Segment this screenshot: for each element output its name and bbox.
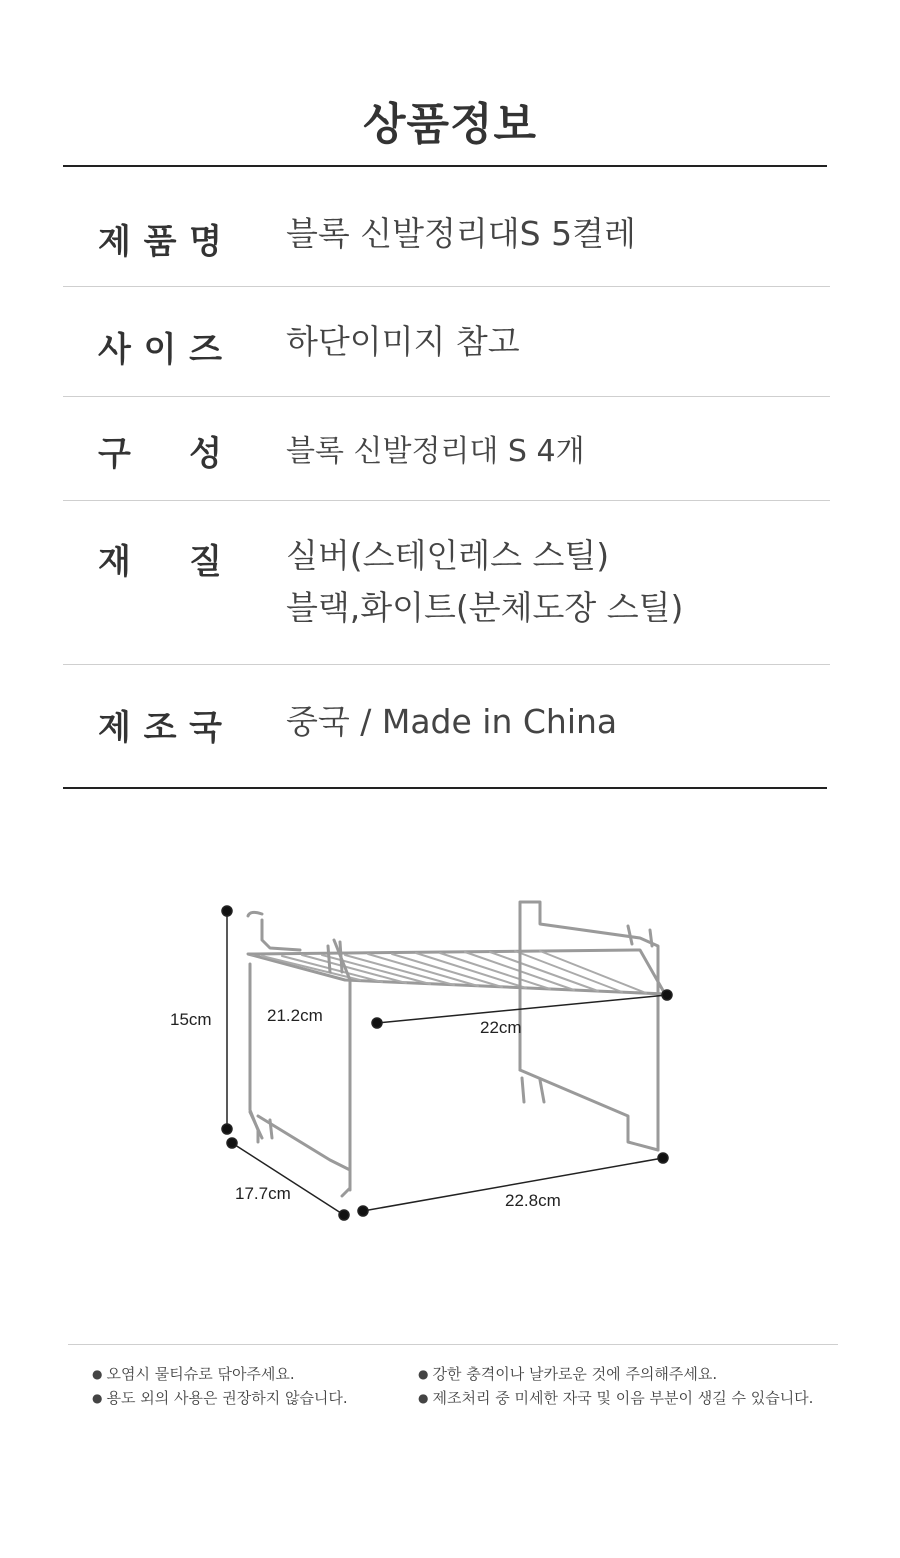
row-divider bbox=[63, 396, 830, 397]
row-divider bbox=[63, 500, 830, 501]
row-label bbox=[98, 534, 222, 583]
table-top-border bbox=[63, 165, 827, 167]
label-char: 질 bbox=[189, 542, 222, 582]
row-divider bbox=[63, 664, 830, 665]
label-char: 제 bbox=[98, 222, 131, 262]
note-text: 제조처리 중 미세한 자국 및 이음 부분이 생길 수 있습니다. bbox=[432, 1389, 814, 1407]
care-note bbox=[92, 1364, 295, 1385]
label-char: 사 bbox=[98, 330, 131, 370]
label-char: 즈 bbox=[189, 330, 222, 370]
bullet-icon: ● bbox=[418, 1391, 429, 1405]
top-depth-dimension-label: 21.2cm bbox=[267, 1006, 323, 1025]
note-text: 오염시 물티슈로 닦아주세요. bbox=[106, 1365, 295, 1383]
row-label bbox=[98, 426, 222, 475]
label-char: 명 bbox=[189, 222, 222, 262]
height-dimension-label: 15cm bbox=[170, 1010, 212, 1029]
care-note bbox=[418, 1364, 717, 1385]
row-value: 블랙,화이트(분체도장 스틸) bbox=[286, 588, 684, 627]
label-char: 조 bbox=[143, 708, 177, 748]
label-char: 이 bbox=[143, 330, 177, 370]
row-label bbox=[98, 700, 222, 749]
bottom-depth-dimension-label: 17.7cm bbox=[235, 1184, 291, 1203]
label-char: 재 bbox=[98, 542, 131, 582]
row-divider bbox=[63, 286, 830, 287]
label-char: 국 bbox=[189, 708, 222, 748]
bottom-width-dimension-label: 22.8cm bbox=[505, 1191, 561, 1210]
row-value: 블록 신발정리대S 5켤레 bbox=[286, 214, 636, 253]
label-char: 품 bbox=[143, 222, 177, 262]
care-note bbox=[92, 1388, 348, 1409]
label-char: 성 bbox=[189, 434, 222, 474]
row-label bbox=[98, 322, 222, 371]
bottom-depth-dimension-line bbox=[232, 1143, 344, 1215]
table-bottom-border bbox=[63, 787, 827, 789]
bullet-icon: ● bbox=[92, 1391, 103, 1405]
label-char: 구 bbox=[98, 434, 131, 474]
top-width-dimension-line bbox=[377, 995, 667, 1023]
product-dimension-illustration bbox=[0, 880, 900, 1280]
label-char: 제 bbox=[98, 708, 131, 748]
row-value: 실버(스테인레스 스틸) bbox=[286, 536, 610, 575]
note-text: 강한 충격이나 날카로운 것에 주의해주세요. bbox=[432, 1365, 718, 1383]
row-value: 하단이미지 참고 bbox=[286, 322, 520, 361]
page-title: 상품정보 bbox=[362, 99, 537, 150]
bullet-icon: ● bbox=[418, 1367, 429, 1381]
care-note bbox=[418, 1388, 813, 1409]
bullet-icon: ● bbox=[92, 1367, 103, 1381]
top-width-dimension-label: 22cm bbox=[480, 1018, 522, 1037]
row-label bbox=[98, 214, 222, 263]
row-value: 중국 / Made in China bbox=[286, 702, 618, 741]
notes-divider bbox=[68, 1344, 838, 1345]
rack-back-right-leg bbox=[520, 902, 658, 1150]
row-value: 블록 신발정리대 S 4개 bbox=[286, 434, 585, 469]
note-text: 용도 외의 사용은 권장하지 않습니다. bbox=[106, 1389, 348, 1407]
